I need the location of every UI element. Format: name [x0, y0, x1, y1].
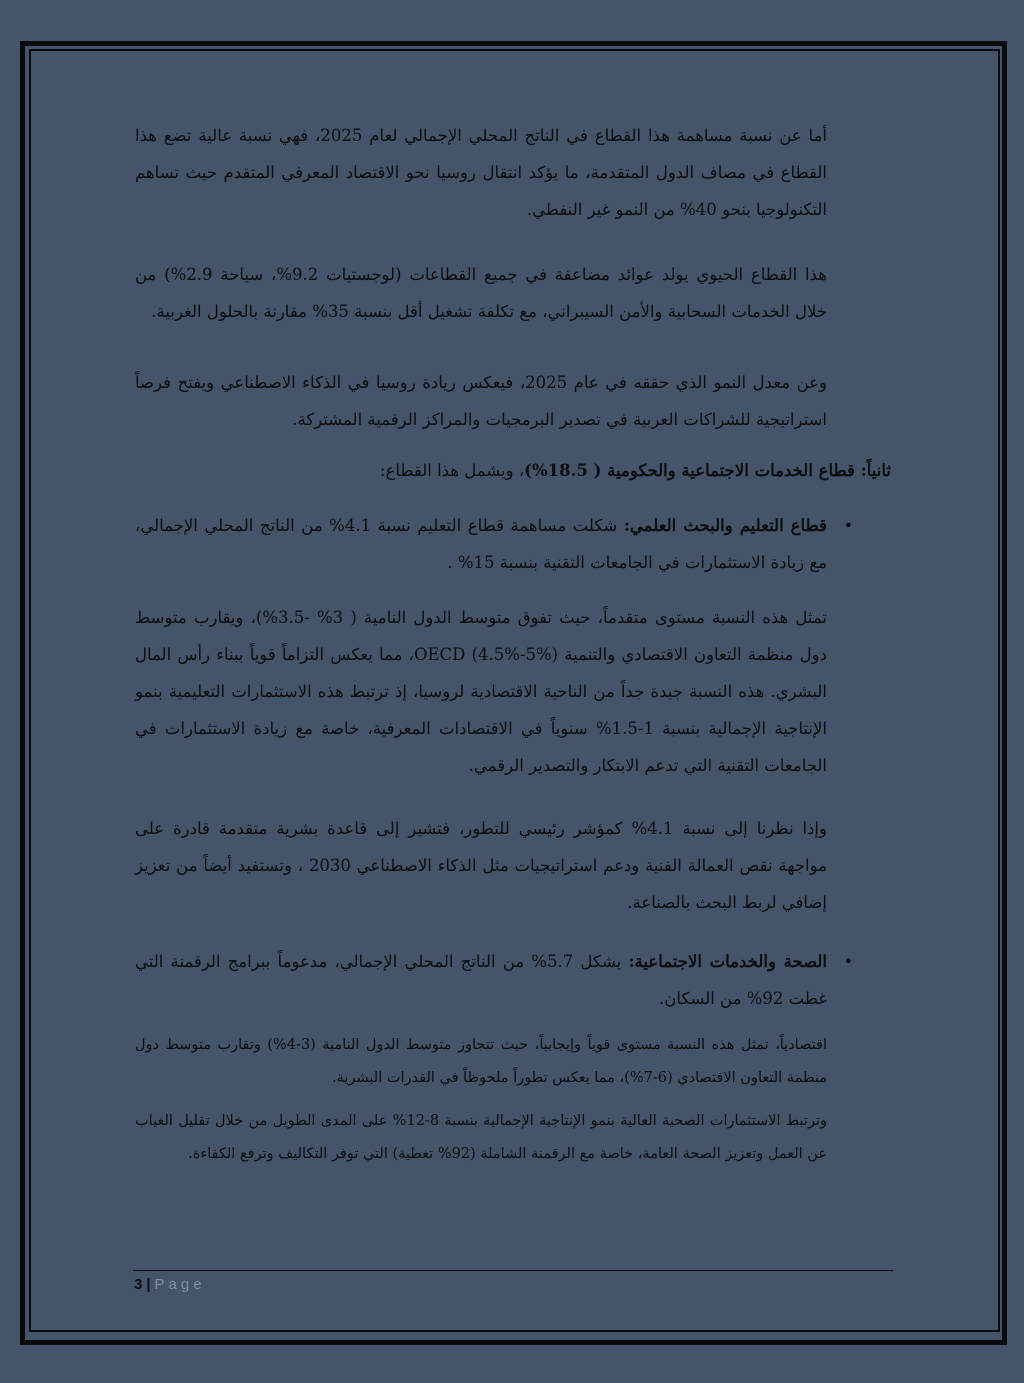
paragraph-education-indicator: وإذا نظرنا إلى نسبة 4.1% كمؤشر رئيسي للتطور، فتشير إلى قاعدة بشرية متقدمة قادرة على مواجهة نقص العمالة الفنية ودعم استراتيجيات مثل الذكاء الاصطناعي 2030 ، وتستفيد أيضاً من تعزيز إضافي لربط البحث بالصناعة.: [135, 819, 827, 912]
bullet-health-text: يشكل 5.7% من الناتج المحلي الإجمالي، مدعوماً ببرامج الرقمنة التي غطت 92% من السكان.: [135, 952, 827, 1008]
page-number: 3: [134, 1276, 143, 1293]
bullet-health: [135, 943, 853, 1017]
paragraph-growth-rate: وعن معدل النمو الذي حققه في عام 2025، فيعكس ريادة روسيا في الذكاء الاصطناعي ويفتح فرصاً استراتيجية للشراكات العربية في تصدير البرمجيات والمراكز الرقمية المشتركة.: [135, 373, 827, 429]
bullet-health-title: الصحة والخدمات الاجتماعية:: [628, 952, 827, 971]
bullet-education-text: شكلت مساهمة قطاع التعليم نسبة 4.1% من الناتج المحلي الإجمالي، مع زيادة الاستثمارات في الجامعات التقنية بنسبة 15% .: [135, 516, 827, 572]
paragraph-multiplier-returns: هذا القطاع الحيوي يولد عوائد مضاعفة في جميع القطاعات (لوجستيات 9.2%، سياحة 2.9%) من خلال الخدمات السحابية والأمن السيبراني، مع تكلفة تشغيل أقل بنسبة 35% مقارنة بالحلول الغربية.: [135, 265, 827, 321]
page-label: Page: [154, 1276, 206, 1293]
bullet-education-title: قطاع التعليم والبحث العلمي:: [623, 516, 827, 535]
paragraph-education-analysis: تمثل هذه النسبة مستوى متقدماً، حيث تفوق متوسط الدول النامية ( 3% -3.5%)، ويقارب متوسط دول منظمة التعاون الاقتصادي والتنمية OECD (4.5%-5%)، مما يعكس التزاماً قوياً ببناء رأس المال البشري. هذه النسبة جيدة جداً من الناحية الاقتصادية لروسيا، إذ ترتبط هذه الاستثمارات التعليمية بنمو الإنتاجية الإجمالية بنسبة 1-1.5% سنوياً في الاقتصادات المعرفية، خاصة مع زيادة الاستثمارات في الجامعات التقنية التي تدعم الابتكار والتصدير الرقمي.: [135, 608, 827, 775]
footer-divider: [133, 1270, 893, 1271]
bullet-education: [135, 507, 853, 581]
paragraph-health-productivity: وترتبط الاستثمارات الصحية العالية بنمو الإنتاجية الإجمالية بنسبة 8-12% على المدى الطويل من خلال تقليل الغياب عن العمل وتعزيز الصحة العامة، خاصة مع الرقمنة الشاملة (92% تغطية) التي توفر التكاليف وترفع الكفاءة.: [135, 1113, 828, 1162]
bullet-icon: •: [843, 516, 853, 535]
footer-separator: |: [146, 1276, 151, 1293]
page-footer: [134, 1276, 206, 1293]
document-body: [135, 117, 891, 1171]
paragraph-health-economics: اقتصادياً، تمثل هذه النسبة مستوى قوياً وإيجابياً، حيث تتجاوز متوسط الدول النامية (3-4%) وتقارب متوسط دول منظمة التعاون الاقتصادي (6-7%)، مما يعكس تطوراً ملحوظاً في القدرات البشرية.: [135, 1037, 827, 1086]
section-heading-title: ثانياً: قطاع الخدمات الاجتماعية والحكومية ( 18.5%): [524, 461, 891, 480]
bullet-icon: •: [843, 952, 853, 971]
paragraph-sector-contribution: أما عن نسبة مساهمة هذا القطاع في الناتج المحلي الإجمالي لعام 2025، فهي نسبة عالية تضع هذا القطاع في مصاف الدول المتقدمة، ما يؤكد انتقال روسيا نحو الاقتصاد المعرفي المتقدم حيث تساهم التكنولوجيا بنحو 40% من النمو غير النفطي.: [135, 126, 827, 219]
section-heading-suffix: ، ويشمل هذا القطاع:: [379, 461, 525, 480]
section-heading: [135, 452, 891, 489]
